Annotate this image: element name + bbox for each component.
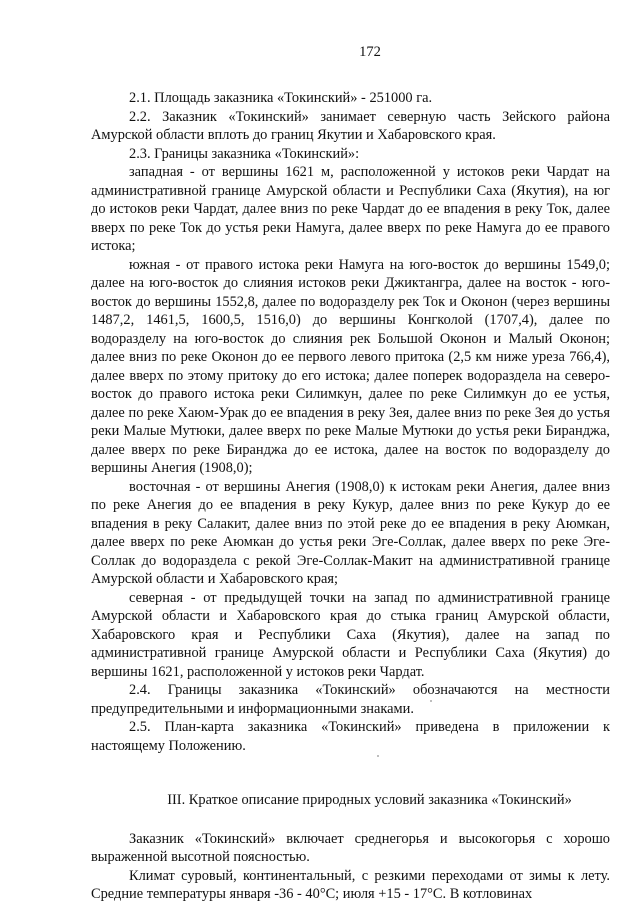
section-3-paragraph-1: Заказник «Токинский» включает среднегорья и высокогорья с хорошо выраженной высотной поясностью.	[91, 830, 610, 865]
paragraph-2-1: 2.1. Площадь заказника «Токинский» - 251000 га.	[129, 90, 433, 106]
boundary-northern: северная - от предыдущей точки на запад по административной границе Амурской области и Хабаровского края до стыка границ Амурской области, Хабаровского края и Республики Саха (Якутия), далее на запад по административной границе Амурской области и Республики Саха (Якутия) до вершины 1621, расположенной у истоков реки Чардат.	[91, 589, 610, 680]
boundary-southern: южная - от правого истока реки Намуга на юго-восток до вершины 1549,0; далее на юго-восток до слияния истоков реки Джиктангра, далее на восток - юго-восток до вершины 1552,8, далее по водоразделу рек Ток и Оконон (через вершины 1487,2, 1461,5, 1600,5, 1516,0) до вершины Конгколой (1707,4), далее по водоразделу на юго-восток до слияния рек Большой Оконон и Малый Оконон; далее вниз по реке Оконон до ее первого левого притока (2,5 км ниже уреза 766,4), далее вверх по этому притоку до его истока; далее поперек водораздела на северо-восток до правого истока реки Силимкун, далее по реке Силимкун до ее устья, далее по реке Хаюм-Урак до ее впадения в реку Зея, далее вниз по реке Зея до устья реки Малые Мутюки, далее вверх по реке Малые Мутюки до устья реки Биранджа, далее вверх по реке Биранджа до ее истока, далее на восток по водоразделу до вершины Анегия (1908,0);	[91, 256, 610, 476]
boundary-western: западная - от вершины 1621 м, расположенной у истоков реки Чардат на административной границе Амурской области и Республики Саха (Якутия), на юг до истоков реки Чардат, далее вниз по реке Чардат до ее впадения в реку Ток, далее вверх по реке Ток до устья реки Намуга, далее вверх по реке Намуга до ее правого истока;	[91, 164, 610, 254]
page-number: 172	[359, 44, 381, 60]
paragraph-2-4: 2.4. Границы заказника «Токинский» обозначаются на местности предупредительными и информационными знаками.	[91, 682, 610, 717]
boundary-eastern: восточная - от вершины Анегия (1908,0) к истокам реки Анегия, далее вниз по реке Анегия до ее впадения в реку Кукур, далее вниз по реке Кукур до ее впадения в реку Салакит, далее вниз по этой реке до ее впадения в реку Аюмкан, далее вверх по реке Аюмкан до устья реки Эге-Соллак, далее вверх по реке Эге-Соллак до водораздела с рекой Эге-Соллак-Макит на административной границе Амурской области и Хабаровского края;	[91, 478, 610, 587]
paragraph-2-2: 2.2. Заказник «Токинский» занимает северную часть Зейского района Амурской области вплоть до границ Якутии и Хабаровского края.	[91, 108, 610, 143]
section-3-heading: III. Краткое описание природных условий заказника «Токинский»	[167, 792, 572, 808]
document-body	[91, 89, 610, 904]
section-gap	[91, 755, 610, 791]
paragraph-2-5: 2.5. План-карта заказника «Токинский» приведена в приложении к настоящему Положению.	[91, 719, 610, 754]
scan-speck	[430, 700, 432, 702]
section-gap	[91, 810, 610, 830]
paragraph-2-3: 2.3. Границы заказника «Токинский»:	[129, 145, 360, 162]
section-3-paragraph-2: Климат суровый, континентальный, с резкими переходами от зимы к лету. Средние температуры января -36 - 40°С; июля +15 - 17°С. В котловинах	[91, 867, 610, 902]
scan-speck	[377, 755, 379, 757]
